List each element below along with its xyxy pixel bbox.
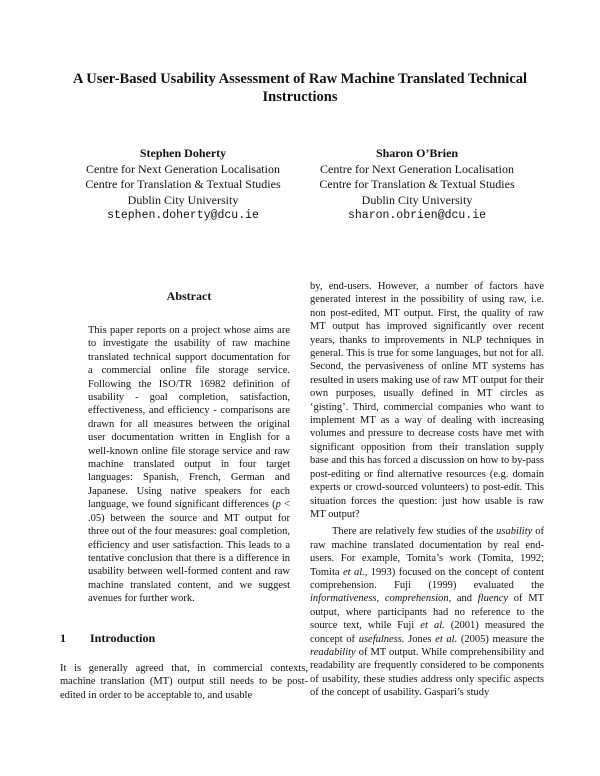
author-name: Sharon O’Brien: [375, 146, 459, 160]
section-title: Introduction: [90, 631, 156, 645]
introduction-body: [60, 662, 308, 702]
abstract-text: < .05) between the source and MT output for three out of the four measures: goal completion, efficiency and user satisfaction. This leads to a tentative conclusion that there is a difference in usability between well-formed content and raw machine translated content, and we suggest avenues for further work.: [88, 499, 290, 605]
abstract-text: This paper reports on a project whose aims are to investigate the usability of raw machine translated technical support documentation for a commercial online file storage service. Following the ISO/TR 16982 definition of usability - goal completion, satisfaction, effectiveness, and efficiency - comparisons are drawn for all measures between the original user documentation written in English for a well-known online file storage service and raw machine translated output in four target languages: Spanish, French, German and Japanese. Using native speakers for each language, we found significant differences (: [88, 325, 290, 511]
emphasis: et al.: [343, 566, 365, 578]
text-run: , 1993) focused on the concept of content comprehension. Fuji (1999) evaluated the: [310, 566, 545, 591]
text-run: of raw machine translated documentation by real end-users. For example, Tomita’s work (Tomita, 1992; Tomita: [310, 526, 544, 578]
abstract-paragraph: [88, 324, 290, 606]
author-affiliation: Dublin City University: [361, 192, 473, 207]
author-affiliation: Centre for Next Generation Localisation: [86, 161, 280, 176]
author-affiliation: Centre for Translation & Textual Studies: [319, 177, 515, 191]
body-paragraph: by, end-users. However, a number of factors have generated interest in the possibility of using raw, i.e. non post-edited, MT output. First, the quality of raw MT output has improved significantly over recent years, thanks to improvements in NLP techniques in general. This is true for some languages, but not for all. Second, the pervasiveness of online MT systems has resulted in users making use of raw MT output for their own purposes, usually defined in MT circles as ‘gisting’. Third, commercial companies who want to implement MT as a way of dealing with increasing volumes and pressure to decrease costs have met with significant opposition from their translation supply base and this has forced a discussion on how to by-pass post-editing or find alternative resources (e.g. domain experts or crowd-sourced volunteers) to post-edit. This situation forces the question: just how usable is raw MT output?: [310, 281, 544, 520]
emphasis: usability: [496, 526, 533, 538]
text-run: (2005) measure the: [457, 633, 544, 645]
text-run: (2001) measured the concept of: [310, 620, 544, 645]
author-email[interactable]: stephen.doherty@dcu.ie: [107, 209, 259, 222]
text-run: Jones: [404, 633, 436, 645]
body-paragraph: [310, 525, 544, 699]
text-run: of MT output, where participants had no reference to the source text, while Fuji: [310, 593, 544, 632]
paper-title: A User-Based Usability Assessment of Raw Machine Translated Technical Instructions: [72, 71, 528, 105]
author-affiliation: Centre for Next Generation Localisation: [320, 161, 514, 176]
text-run: There are relatively few studies of the: [332, 526, 497, 538]
emphasis: fluency: [477, 593, 509, 605]
author-name: Stephen Doherty: [139, 146, 227, 160]
author-email[interactable]: sharon.obrien@dcu.ie: [347, 209, 487, 222]
emphasis: usefulness.: [358, 633, 405, 645]
right-column: [310, 280, 544, 700]
author-block-2: [297, 146, 537, 224]
section-heading-introduction: [60, 631, 155, 646]
author-block-1: [63, 146, 303, 224]
abstract-heading: Abstract: [166, 289, 212, 303]
emphasis: readability: [310, 646, 356, 658]
abstract-body: [88, 324, 290, 606]
text-run: of MT output. While comprehensibility and readability are frequently considered to be components of usability, these studies address only specific aspects of the concept of usability. Gaspari’s study: [310, 646, 544, 699]
emphasis: informativeness, comprehension,: [310, 593, 452, 605]
section-number: 1: [60, 631, 66, 645]
text-run: and: [451, 593, 478, 605]
emphasis: et al.: [420, 620, 445, 632]
author-affiliation: Centre for Translation & Textual Studies: [85, 177, 281, 191]
emphasis: et al.: [435, 633, 458, 645]
p-symbol: p: [275, 499, 281, 511]
author-affiliation: Dublin City University: [127, 192, 239, 207]
introduction-paragraph: It is generally agreed that, in commercial contexts, machine translation (MT) output still needs to be post-edited in order to be acceptable to, and usable: [60, 663, 308, 701]
